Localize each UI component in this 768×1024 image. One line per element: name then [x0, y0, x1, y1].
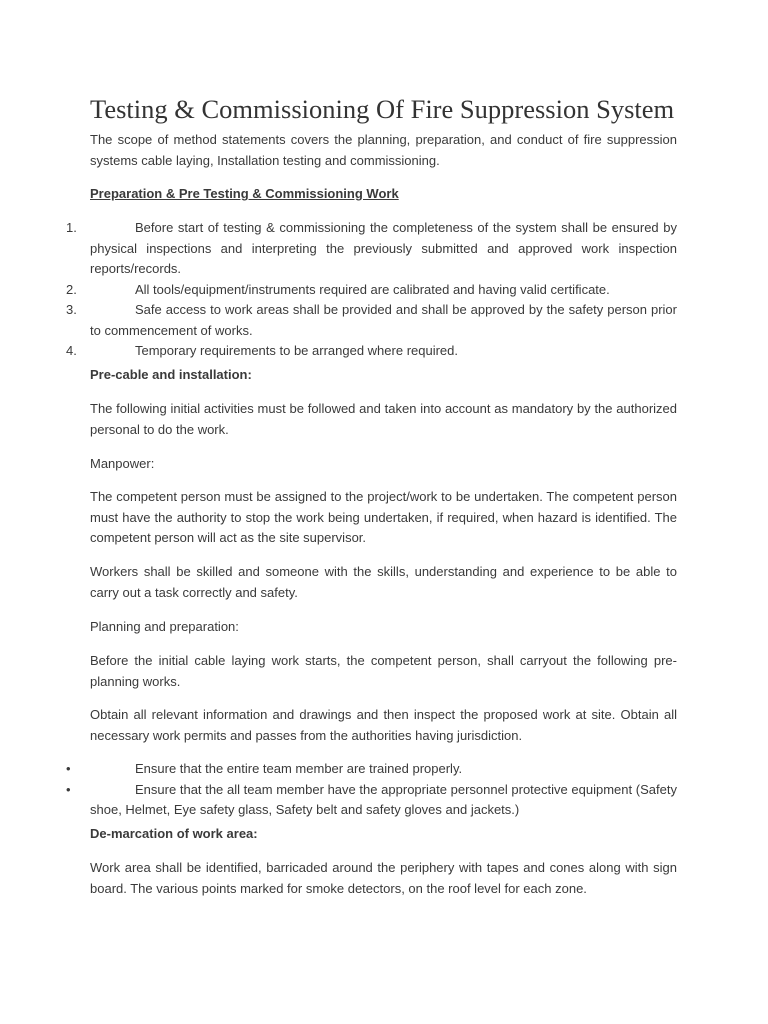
list-item-text: Safe access to work areas shall be provided and shall be approved by the safety person prior to commencement of works. — [90, 302, 677, 338]
paragraph-obtain-information: Obtain all relevant information and drawings and then inspect the proposed work at site. Obtain all necessary work permits and passes from the authorities having jurisdiction. — [90, 707, 677, 743]
intro-paragraph: The scope of method statements covers the planning, preparation, and conduct of fire suppression systems cable laying, Installation testing and commissioning. — [90, 132, 677, 168]
paragraph-workers: Workers shall be skilled and someone with the skills, understanding and experience to be able to carry out a task correctly and safety. — [90, 564, 677, 600]
label-manpower: Manpower: — [90, 456, 155, 471]
list-item — [0, 218, 768, 280]
section-heading-demarcation: De-marcation of work area: — [90, 826, 258, 841]
page-title: Testing & Commissioning Of Fire Suppression System — [90, 94, 675, 124]
section-heading-preparation: Preparation & Pre Testing & Commissioning Work — [90, 186, 399, 201]
list-item — [0, 759, 768, 780]
section-heading-pre-cable: Pre-cable and installation: — [90, 367, 252, 382]
list-item — [0, 780, 768, 821]
list-number: 4. — [66, 343, 77, 358]
paragraph-initial-activities: The following initial activities must be followed and taken into account as mandatory by the authorized personal to do the work. — [90, 401, 677, 437]
list-number: 3. — [66, 302, 77, 317]
label-planning: Planning and preparation: — [90, 619, 239, 634]
list-item-text: All tools/equipment/instruments required are calibrated and having valid certificate. — [135, 281, 610, 297]
list-item-text: Before start of testing & commissioning the completeness of the system shall be ensured by physical inspections and interpreting the previously submitted and approved work inspection reports/records. — [90, 220, 677, 276]
bullet-marker: • — [66, 761, 71, 776]
paragraph-work-area: Work area shall be identified, barricaded around the periphery with tapes and cones along with sign board. The various points marked for smoke detectors, on the roof level for each zone. — [90, 860, 677, 896]
numbered-list — [0, 218, 768, 362]
paragraph-competent-person: The competent person must be assigned to the project/work to be undertaken. The competent person must have the authority to stop the work being undertaken, if required, when hazard is identified. The competent person will act as the site supervisor. — [90, 489, 677, 545]
list-item — [0, 280, 768, 301]
list-item — [0, 300, 768, 341]
list-item-text: Ensure that the all team member have the appropriate personnel protective equipment (Safety shoe, Helmet, Eye safety glass, Safety belt and safety gloves and jackets.) — [90, 781, 677, 817]
list-number: 2. — [66, 281, 77, 297]
list-item-text: Ensure that the entire team member are trained properly. — [135, 761, 463, 776]
paragraph-pre-planning: Before the initial cable laying work starts, the competent person, shall carryout the following pre-planning works. — [90, 653, 677, 689]
list-item — [0, 341, 768, 362]
list-item-text: Temporary requirements to be arranged where required. — [135, 343, 459, 358]
bullet-marker: • — [66, 781, 71, 797]
list-number: 1. — [66, 220, 77, 235]
bullet-list — [0, 759, 768, 821]
